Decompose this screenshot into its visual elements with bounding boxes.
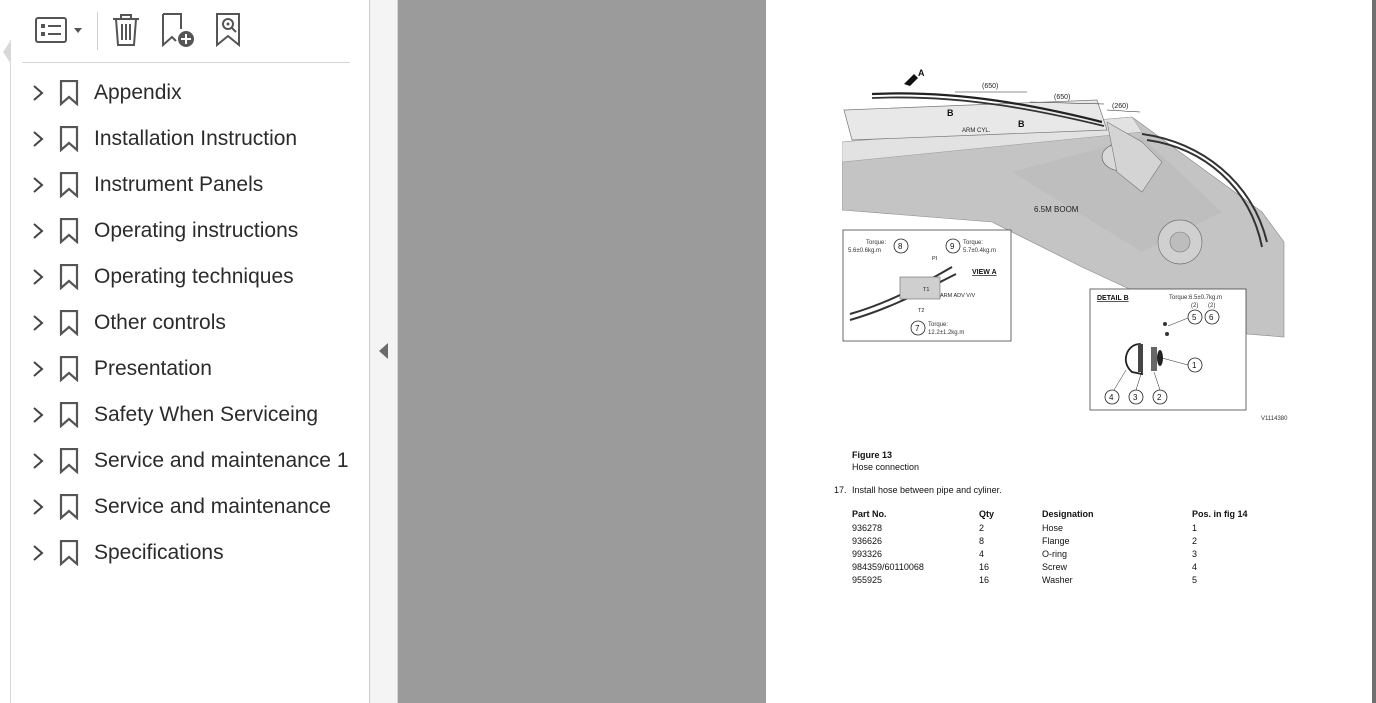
pdf-page xyxy=(766,0,1372,703)
port-label: T1 xyxy=(923,287,930,293)
bookmark-label: Safety When Serviceing xyxy=(94,403,319,426)
table-cell: 936626 xyxy=(852,536,883,546)
figure-caption-text: Hose connection xyxy=(852,462,920,472)
torque-label: Torque: xyxy=(928,322,949,328)
table-header-row xyxy=(852,507,1272,522)
toolbar-separator xyxy=(97,12,98,50)
table-cell: 955925 xyxy=(852,575,883,585)
callout-number: 6 xyxy=(1209,313,1214,322)
table-cell: 4 xyxy=(1192,562,1198,572)
torque-value: 12.2±1.2kg.m xyxy=(928,330,965,336)
bookmark-item[interactable] xyxy=(0,208,360,254)
bookmark-item[interactable] xyxy=(0,254,360,300)
section-label: B xyxy=(1018,119,1025,129)
view-a-title: VIEW A xyxy=(972,269,997,276)
bookmark-add-icon xyxy=(159,11,197,49)
valve-label: ARM ADV V/V xyxy=(940,293,976,299)
bookmark-label: Installation Instruction xyxy=(94,127,298,150)
chevron-right-icon[interactable] xyxy=(30,498,46,516)
table-row xyxy=(852,574,1272,587)
table-cell: Flange xyxy=(1042,536,1070,546)
delete-bookmark-button[interactable] xyxy=(108,10,144,50)
hose-connection-figure xyxy=(842,62,1292,427)
torque-value: 5.6±0.6kg.m xyxy=(848,248,881,254)
column-header: Pos. in fig 14 xyxy=(1192,509,1248,519)
boom-label: 6.5M BOOM xyxy=(1034,205,1079,214)
bookmark-item[interactable] xyxy=(0,438,360,484)
table-cell: 16 xyxy=(979,562,990,572)
bookmark-item[interactable] xyxy=(0,70,360,116)
step-text: Install hose between pipe and cyliner. xyxy=(852,485,1002,495)
table-cell: 8 xyxy=(979,536,985,546)
section-label: B xyxy=(947,108,954,118)
options-menu-button[interactable] xyxy=(32,10,88,50)
page-edge xyxy=(1372,0,1376,703)
toolbar-divider xyxy=(22,62,350,63)
chevron-right-icon[interactable] xyxy=(30,176,46,194)
dimension-label: (650) xyxy=(1054,94,1071,101)
bookmark-label: Specifications xyxy=(94,541,224,564)
column-header: Designation xyxy=(1042,509,1094,519)
callout-number: 4 xyxy=(1109,393,1114,402)
chevron-right-icon[interactable] xyxy=(30,84,46,102)
chevron-right-icon[interactable] xyxy=(30,314,46,332)
find-bookmark-button[interactable] xyxy=(212,10,252,50)
chevron-right-icon[interactable] xyxy=(30,130,46,148)
bookmark-label: Presentation xyxy=(94,357,212,380)
bookmark-icon xyxy=(59,218,79,244)
table-cell: 3 xyxy=(1192,549,1198,559)
bookmark-item[interactable] xyxy=(0,346,360,392)
figure-caption-title: Figure 13 xyxy=(852,450,893,460)
add-bookmark-button[interactable] xyxy=(158,10,198,50)
callout-number: 5 xyxy=(1192,313,1197,322)
instruction-step xyxy=(834,485,1002,495)
bookmark-label: Instrument Panels xyxy=(94,173,264,196)
column-header: Part No. xyxy=(852,509,887,519)
bookmark-icon xyxy=(59,402,79,428)
arm-cylinder-label: ARM CYL. xyxy=(962,128,991,134)
table-row xyxy=(852,561,1272,574)
column-header: Qty xyxy=(979,509,995,519)
table-cell: 993326 xyxy=(852,549,883,559)
bookmark-icon xyxy=(59,126,79,152)
bookmark-label: Service and maintenance xyxy=(94,495,331,518)
torque-value: Torque:6.5±0.7kg.m xyxy=(1169,295,1222,301)
table-cell: 2 xyxy=(979,523,985,533)
table-cell: Screw xyxy=(1042,562,1068,572)
table-row xyxy=(852,548,1272,561)
bookmark-icon xyxy=(59,80,79,106)
quantity-label: (2) xyxy=(1191,303,1199,309)
bookmark-item[interactable] xyxy=(0,392,360,438)
callout-number: 3 xyxy=(1133,393,1138,402)
bookmark-search-icon xyxy=(213,11,251,49)
table-cell: 4 xyxy=(979,549,985,559)
table-cell: O-ring xyxy=(1042,549,1068,559)
callout-number: 9 xyxy=(950,242,955,251)
chevron-right-icon[interactable] xyxy=(30,544,46,562)
dimension-label: (260) xyxy=(1112,103,1129,110)
parts-table xyxy=(852,507,1272,587)
step-number: 17. xyxy=(834,485,847,495)
torque-label: Torque: xyxy=(866,240,887,246)
quantity-label: (2) xyxy=(1208,303,1216,309)
document-canvas xyxy=(398,0,766,703)
bookmark-item[interactable] xyxy=(0,530,360,576)
bookmark-item[interactable] xyxy=(0,300,360,346)
bookmark-item[interactable] xyxy=(0,162,360,208)
table-cell: 984359/60110068 xyxy=(852,562,924,572)
bookmark-item[interactable] xyxy=(0,484,360,530)
table-cell: 16 xyxy=(979,575,990,585)
bookmark-label: Operating techniques xyxy=(94,265,294,288)
trash-icon xyxy=(110,12,142,48)
callout-number: 7 xyxy=(915,324,920,333)
table-cell: 2 xyxy=(1192,536,1198,546)
bookmark-label: Appendix xyxy=(94,81,182,104)
bookmark-label: Other controls xyxy=(94,311,226,334)
bookmarks-toolbar xyxy=(22,6,352,54)
bookmark-icon xyxy=(59,448,79,474)
port-label: T2 xyxy=(918,308,925,314)
callout-number: 2 xyxy=(1157,393,1162,402)
table-row xyxy=(852,535,1272,548)
chevron-right-icon[interactable] xyxy=(30,268,46,286)
figure-id: V1114380 xyxy=(1261,416,1288,422)
bookmark-icon xyxy=(59,540,79,566)
bookmark-icon xyxy=(59,356,79,382)
table-cell: 5 xyxy=(1192,575,1198,585)
chevron-right-icon[interactable] xyxy=(30,452,46,470)
bookmark-icon xyxy=(59,494,79,520)
view-marker-label: A xyxy=(918,68,925,78)
bookmark-item[interactable] xyxy=(0,116,360,162)
bookmark-icon xyxy=(59,172,79,198)
bookmarks-panel xyxy=(0,0,370,703)
list-options-icon xyxy=(34,15,86,45)
dimension-label: (650) xyxy=(982,83,999,90)
bookmark-icon xyxy=(59,264,79,290)
table-cell: Washer xyxy=(1042,575,1073,585)
table-cell: 1 xyxy=(1192,523,1198,533)
chevron-right-icon[interactable] xyxy=(30,360,46,378)
collapse-left-icon xyxy=(379,343,388,359)
chevron-right-icon[interactable] xyxy=(30,222,46,240)
bookmark-icon xyxy=(59,310,79,336)
table-cell: Hose xyxy=(1042,523,1064,533)
table-cell: 936278 xyxy=(852,523,883,533)
bookmark-label: Service and maintenance 1 xyxy=(94,449,349,472)
bookmark-list xyxy=(0,70,360,576)
port-label: PI xyxy=(932,256,938,262)
detail-b-title: DETAIL B xyxy=(1097,295,1129,302)
callout-number: 8 xyxy=(898,242,903,251)
torque-value: 5.7±0.4kg.m xyxy=(963,248,996,254)
bookmark-label: Operating instructions xyxy=(94,219,299,242)
table-row xyxy=(852,522,1272,535)
chevron-right-icon[interactable] xyxy=(30,406,46,424)
collapse-panel-button[interactable] xyxy=(371,0,398,703)
torque-label: Torque: xyxy=(963,240,984,246)
callout-number: 1 xyxy=(1192,361,1197,370)
